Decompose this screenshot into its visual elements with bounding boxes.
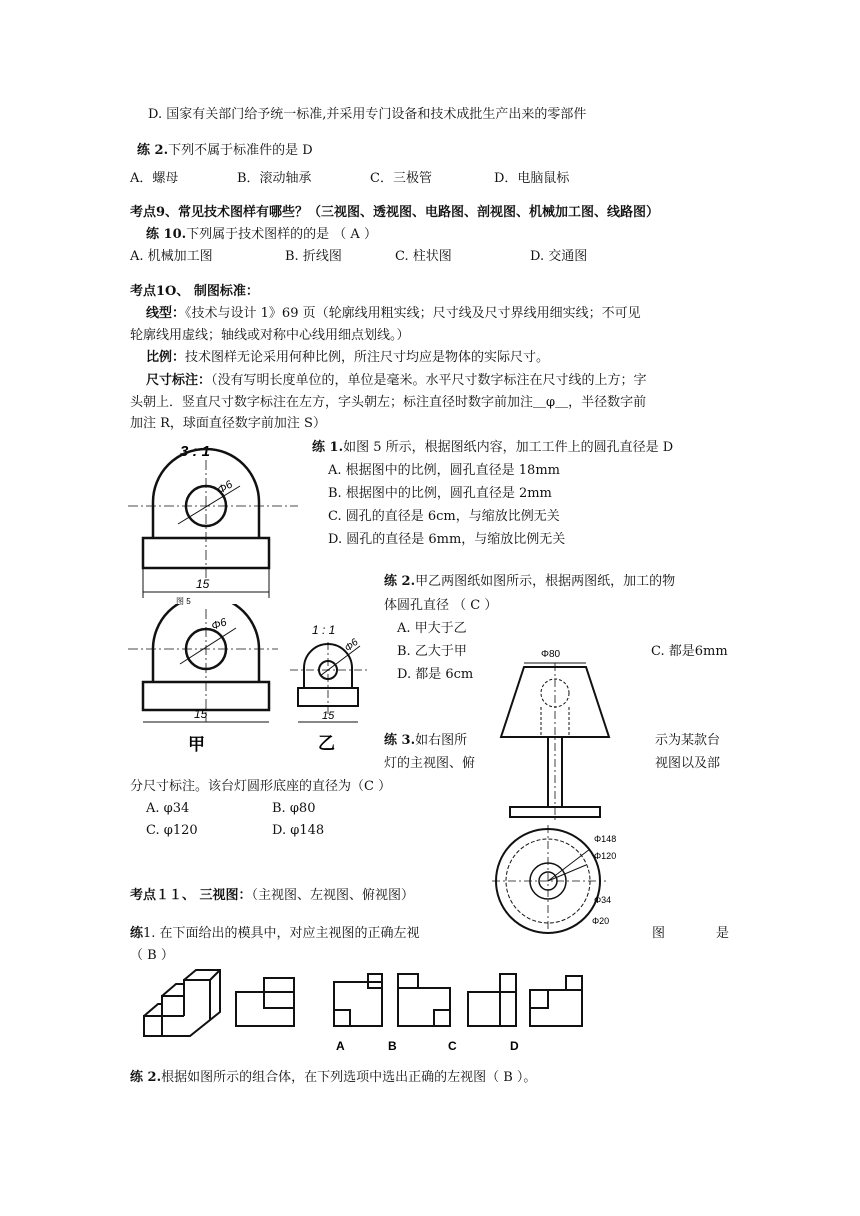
figure-jia-drawing	[128, 604, 288, 754]
kp11-heading	[130, 886, 414, 906]
fig5-dia-label: Φ6	[215, 478, 235, 497]
kp10-heading: 考点1O、 制图标准：	[130, 284, 259, 299]
figure-yi-drawing	[290, 618, 374, 754]
p3-option-c: C. φ120	[146, 823, 198, 838]
opt-c-outer	[468, 992, 516, 1026]
s1-answer: （ B ）	[130, 948, 174, 963]
ratio-paragraph	[146, 348, 549, 368]
line-type-paragraph	[146, 304, 641, 324]
p2-option-c: C. 都是6mm	[651, 644, 728, 659]
question-text: 如右图所	[415, 733, 468, 748]
p2-option-b: B. 乙大于甲	[397, 644, 467, 659]
fig5-caption: 图 5	[176, 597, 191, 606]
kp11-tail: （主视图、左视图、俯视图）	[251, 888, 415, 903]
q10-option-b: B. 折线图	[285, 249, 342, 264]
iso-edge-4	[210, 970, 220, 980]
line-type-label: 线型：	[146, 306, 186, 321]
kp9-heading: 考点9、常见技术图样有哪些？（三视图、透视图、电路图、剖视图、机械加工图、线路图）	[130, 205, 660, 220]
s2-title	[130, 1068, 536, 1088]
q2-option-b: B．滚动轴承	[237, 171, 312, 186]
opt-d-top	[566, 976, 582, 990]
option-b-label: B	[388, 1039, 397, 1053]
q2-option-c: C．三极管	[370, 171, 432, 186]
main-view-inner	[264, 992, 294, 1008]
p1-option-c: C. 圆孔的直径是 6cm，与缩放比例无关	[328, 509, 560, 524]
dim-text-2: 头朝上．竖直尺寸数字标注在左方，字头朝左；标注直径时数字前加注＿φ＿，半径数字前	[130, 395, 647, 410]
yi-width-label: 15	[322, 710, 335, 722]
three-view-options-drawing	[138, 968, 598, 1060]
s1-right-2: 是	[716, 926, 730, 941]
lamp-leader-2	[548, 865, 586, 881]
question-text: 下列不属于标准件的是 D	[168, 143, 313, 158]
q10-option-a: A. 机械加工图	[130, 249, 213, 264]
p1-option-a: A. 根据图中的比例，圆孔直径是 18mm	[328, 463, 560, 478]
opt-a-corner	[334, 1010, 350, 1026]
p1-option-b: B. 根据图中的比例，圆孔直径是 2mm	[328, 486, 552, 501]
practice-2-title-2: 体圆孔直径 （ C ）	[384, 598, 498, 613]
p3-option-b: B. φ80	[272, 801, 316, 816]
question-prefix: 练 2.	[384, 574, 416, 589]
jia-dia-label: Φ6	[209, 616, 229, 633]
dim-text-3: 加注 R，球面直径数字前加注 S）	[130, 416, 326, 431]
option-a-label: A	[336, 1039, 345, 1053]
iso-edge-3	[184, 970, 220, 1020]
lamp-top-dia: Φ80	[541, 649, 561, 660]
lamp-d148: Φ148	[594, 834, 617, 844]
kp11-title: 考点１１、 三视图：	[130, 888, 252, 903]
practice-2-title	[384, 572, 675, 592]
lamp-top-view	[492, 825, 606, 935]
question-text: 下列属于技术图样的的是 （ A ）	[186, 227, 377, 242]
question-prefix: 练 1.	[312, 440, 344, 455]
question-10-title	[146, 225, 377, 245]
practice-1-title	[312, 438, 673, 458]
option-d-label: D	[510, 1039, 519, 1053]
option-c-label: C	[448, 1039, 457, 1053]
lamp-drawing	[486, 645, 646, 935]
practice-3-title	[384, 731, 467, 751]
main-view-top	[264, 978, 294, 992]
q10-option-d: D. 交通图	[530, 249, 588, 264]
opt-c-top	[500, 974, 516, 992]
s1-right-1: 图	[652, 926, 666, 941]
question-prefix: 练 2.	[137, 143, 169, 158]
question-text: 根据如图所示的组合体，在下列选项中选出正确的左视图（ B ）。	[161, 1070, 537, 1085]
figure-5-drawing	[128, 440, 308, 608]
p2-option-d: D. 都是 6cm	[397, 667, 474, 682]
p3-option-a: A. φ34	[146, 801, 190, 816]
practice-3-line-3: 分尺寸标注。该台灯圆形底座的直径为（C ）	[130, 779, 392, 794]
option-c-view	[468, 974, 516, 1026]
question-prefix: 练	[130, 926, 144, 941]
option-a-view	[334, 974, 382, 1026]
s1-title	[130, 924, 420, 944]
question-text: 如图 5 所示，根据图纸内容，加工工件上的圆孔直径是 D	[343, 440, 674, 455]
practice-3-line-2-right: 视图以及部	[655, 756, 721, 771]
ratio-text: 技术图样无论采用何种比例，所注尺寸均应是物体的实际尺寸。	[185, 350, 550, 365]
question-text: 甲乙两图纸如图所示，根据两图纸，加工的物	[415, 574, 676, 589]
q10-option-c: C. 柱状图	[395, 249, 452, 264]
iso-edge-2	[162, 984, 184, 996]
isometric-model	[144, 970, 220, 1036]
q2-option-a: A．螺母	[130, 171, 179, 186]
iso-edge-1	[144, 1004, 162, 1016]
question-prefix: 练 10.	[146, 227, 187, 242]
yi-dia-label: Φ6	[342, 636, 361, 655]
p1-option-d: D. 圆孔的直径是 6mm，与缩放比例无关	[328, 532, 566, 547]
p3-option-d: D. φ148	[272, 823, 325, 838]
fig5-width-label: 15	[196, 577, 210, 591]
lamp-d120: Φ120	[594, 851, 617, 861]
yi-ratio: 1 : 1	[312, 623, 336, 637]
p2-option-a: A. 甲大于乙	[397, 621, 467, 636]
lamp-d20: Φ20	[592, 916, 610, 926]
opt-b-top	[398, 974, 418, 988]
q2-option-d: D．电脑鼠标	[494, 171, 570, 186]
yi-label: 乙	[318, 734, 335, 753]
opt-d-corner	[530, 990, 548, 1008]
line-type-text-2: 轮廓线用虚线；轴线或对称中心线用细点划线。）	[130, 328, 410, 343]
fig5-dia-line	[178, 486, 240, 524]
question-prefix: 练 2.	[130, 1070, 162, 1085]
lamp-leader-1	[548, 849, 590, 881]
jia-label: 甲	[188, 735, 205, 754]
option-b-view	[398, 974, 450, 1026]
lamp-d34: Φ34	[594, 895, 612, 905]
question-2-title	[137, 141, 313, 161]
practice-3-title-right: 示为某款台	[655, 733, 721, 748]
line-type-text: 《技术与设计 1》69 页（轮廓线用粗实线；尺寸线及尺寸界线用细实线；不可见	[185, 306, 641, 321]
opt-b-outer	[398, 988, 450, 1026]
dim-paragraph	[146, 371, 647, 391]
practice-3-line-2: 灯的主视图、俯	[384, 756, 476, 771]
option-d-view	[530, 976, 582, 1026]
opt-b-corner	[434, 1010, 450, 1026]
jia-width-label: 15	[194, 707, 208, 721]
dim-label: 尺寸标注：	[146, 373, 212, 388]
option-d-previous: D. 国家有关部门给予统一标准,并采用专门设备和技术成批生产出来的零部件	[148, 107, 587, 122]
question-text: 1. 在下面给出的模具中，对应主视图的正确左视	[143, 926, 420, 941]
main-view	[236, 978, 294, 1026]
fig5-ratio: 3 : 1	[180, 443, 211, 460]
jia-dia-line	[180, 628, 236, 664]
dim-text: （没有写明长度单位的，单位是毫米。水平尺寸数字标注在尺寸线的上方；字	[211, 373, 647, 388]
question-prefix: 练 3.	[384, 733, 416, 748]
ratio-label: 比例：	[146, 350, 186, 365]
